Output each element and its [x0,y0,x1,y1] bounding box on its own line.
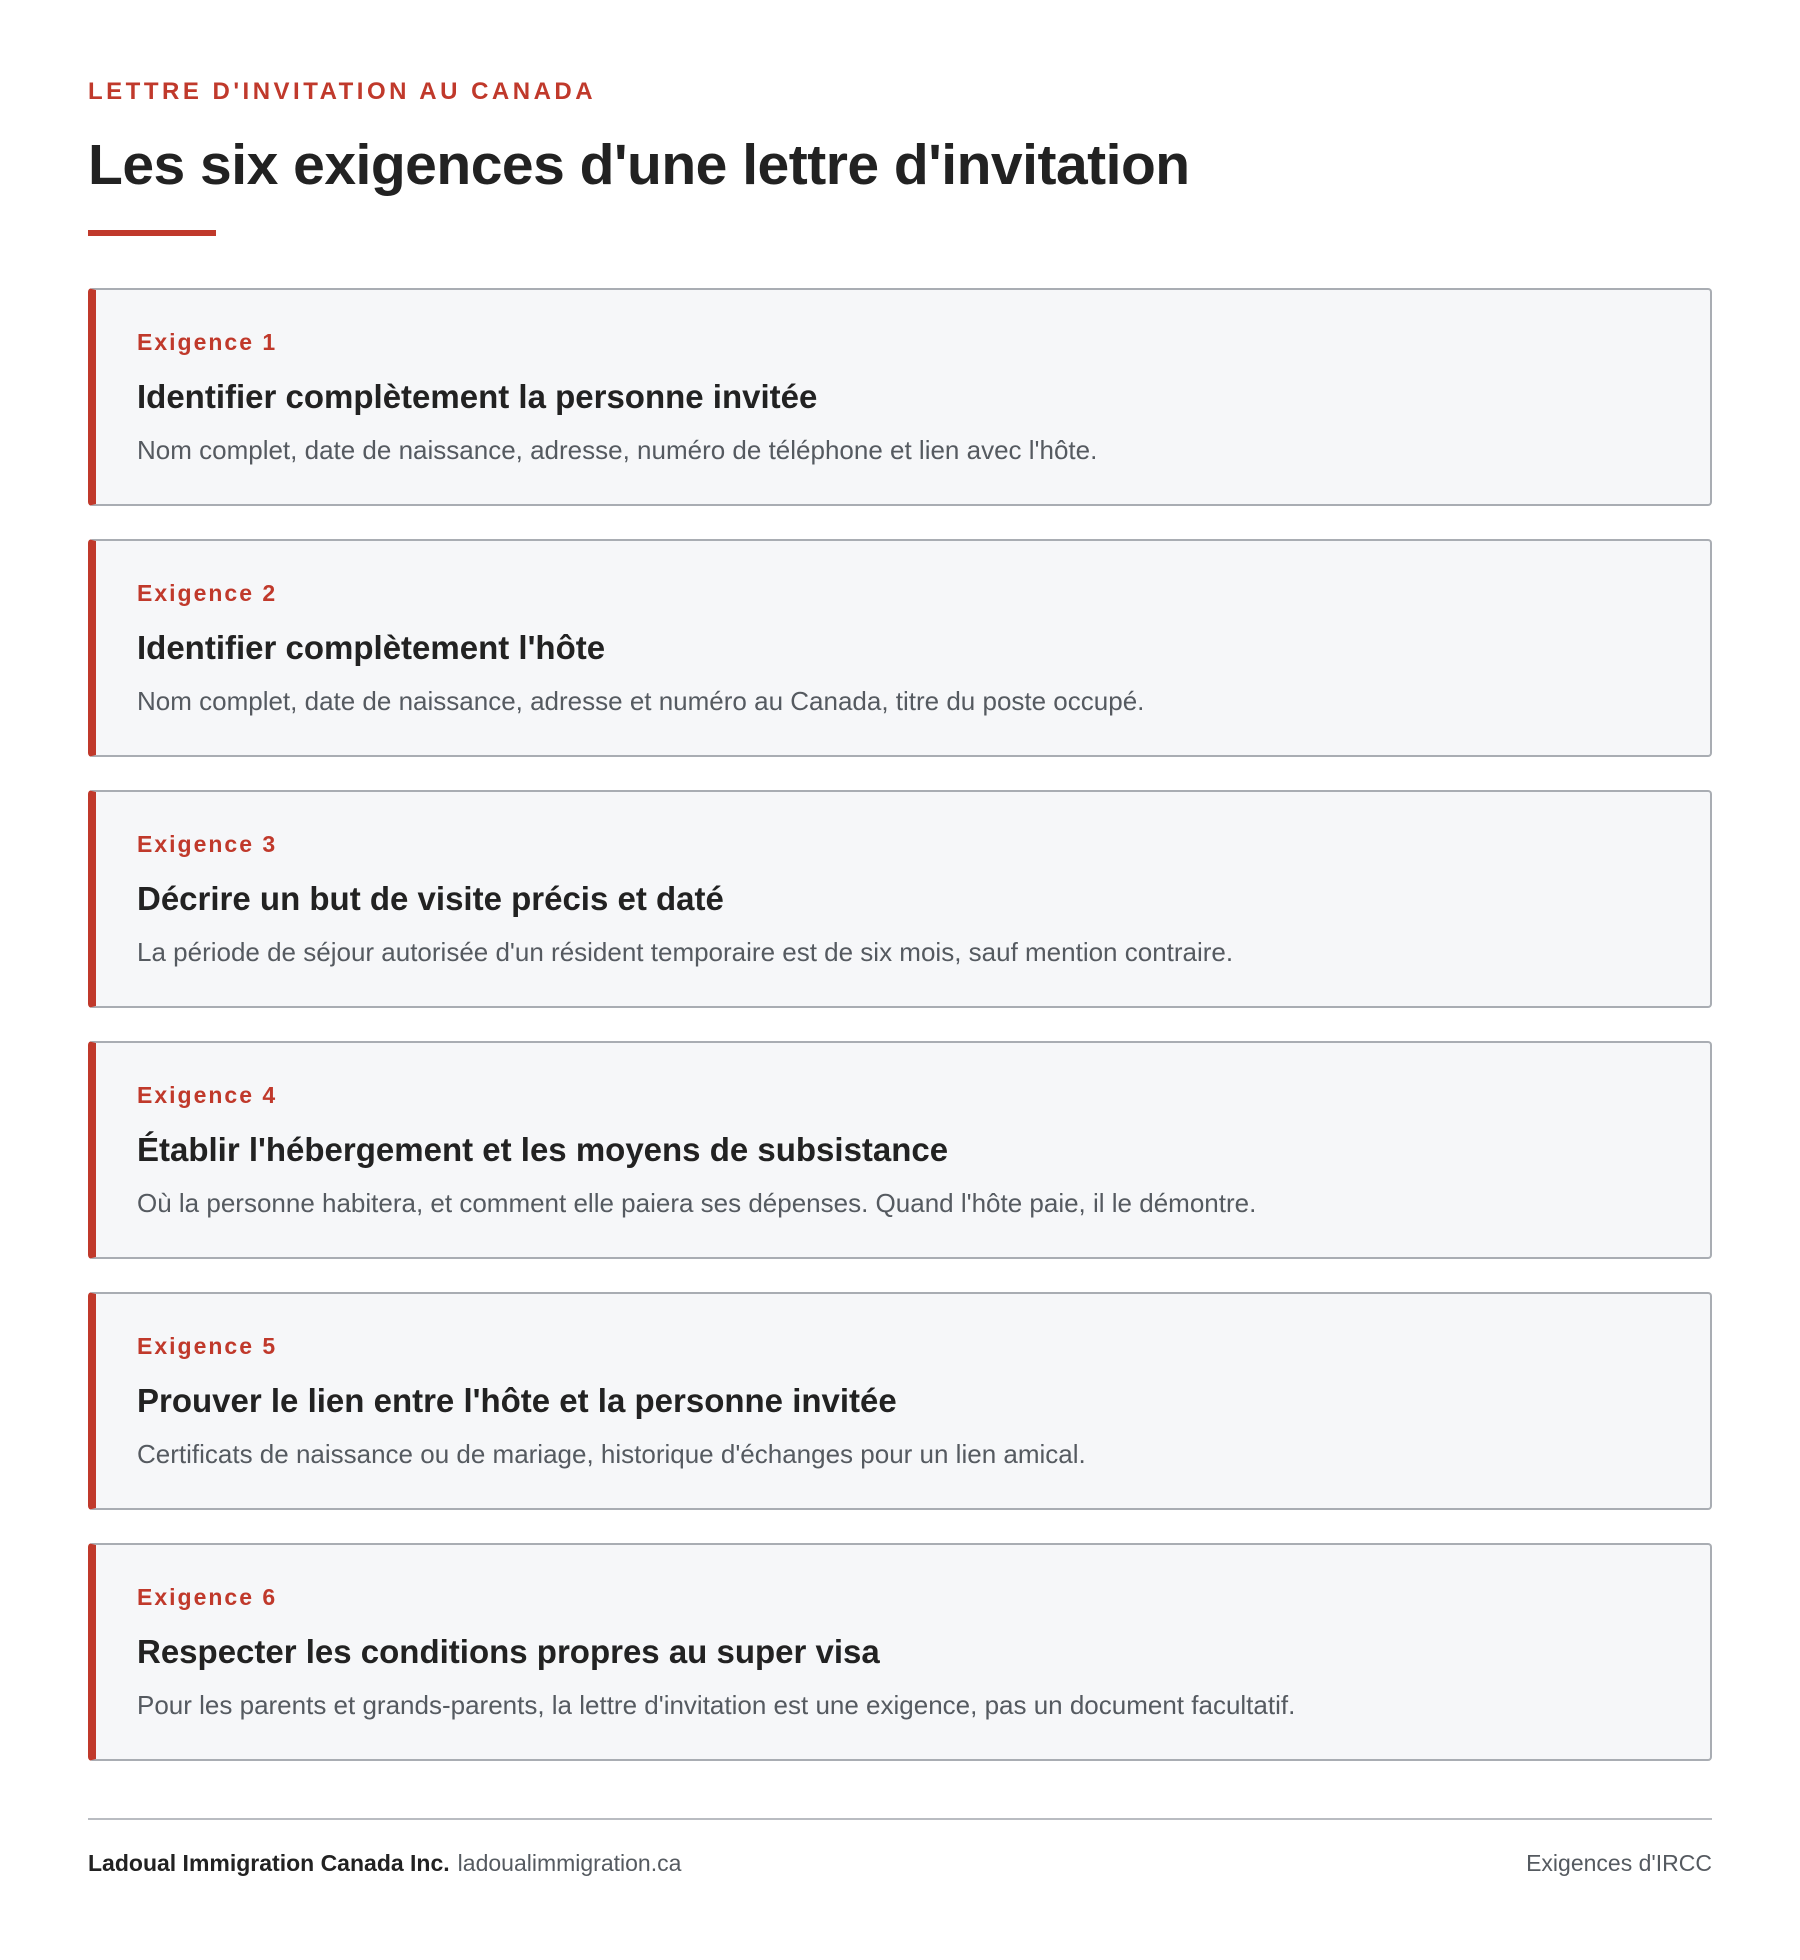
page-title: Les six exigences d'une lettre d'invitation [88,133,1190,197]
requirement-description: Certificats de naissance ou de mariage, historique d'échanges pour un lien amical. [137,1439,1086,1469]
requirement-label: Exigence 1 [137,329,278,355]
requirement-card-5 [88,1292,1712,1510]
requirement-card-6 [88,1543,1712,1761]
requirement-description: Nom complet, date de naissance, adresse et numéro au Canada, titre du poste occupé. [137,686,1145,716]
eyebrow: LETTRE D'INVITATION AU CANADA [88,78,597,105]
title-accent-rule [88,230,216,236]
requirement-label: Exigence 6 [137,1584,278,1610]
requirement-title: Identifier complètement l'hôte [137,629,606,666]
requirement-description: Pour les parents et grands-parents, la lettre d'invitation est une exigence, pas un document facultatif. [137,1690,1296,1720]
requirement-card-3 [88,790,1712,1008]
requirement-label: Exigence 3 [137,831,278,857]
requirement-title: Identifier complètement la personne invitée [137,378,818,415]
requirement-title: Décrire un but de visite précis et daté [137,880,724,917]
footer-company-name: Ladoual Immigration Canada Inc. [88,1850,450,1876]
requirement-description: La période de séjour autorisée d'un résident temporaire est de six mois, sauf mention contraire. [137,937,1234,967]
requirement-card-2 [88,539,1712,757]
requirement-title: Établir l'hébergement et les moyens de subsistance [137,1131,949,1168]
requirements-list [88,288,1712,1761]
footer [88,1818,1712,1878]
page [88,78,1712,1761]
requirement-card-1 [88,288,1712,506]
requirement-title: Prouver le lien entre l'hôte et la personne invitée [137,1382,897,1419]
requirement-card-4 [88,1041,1712,1259]
footer-brand [88,1848,681,1878]
requirement-description: Nom complet, date de naissance, adresse, numéro de téléphone et lien avec l'hôte. [137,435,1098,465]
requirement-label: Exigence 2 [137,580,278,606]
requirement-label: Exigence 5 [137,1333,278,1359]
footer-source: Exigences d'IRCC [1526,1850,1712,1876]
footer-website: ladoualimmigration.ca [457,1850,682,1876]
requirement-label: Exigence 4 [137,1082,278,1108]
requirement-description: Où la personne habitera, et comment elle paiera ses dépenses. Quand l'hôte paie, il le démontre. [137,1188,1257,1218]
requirement-title: Respecter les conditions propres au super visa [137,1633,880,1670]
